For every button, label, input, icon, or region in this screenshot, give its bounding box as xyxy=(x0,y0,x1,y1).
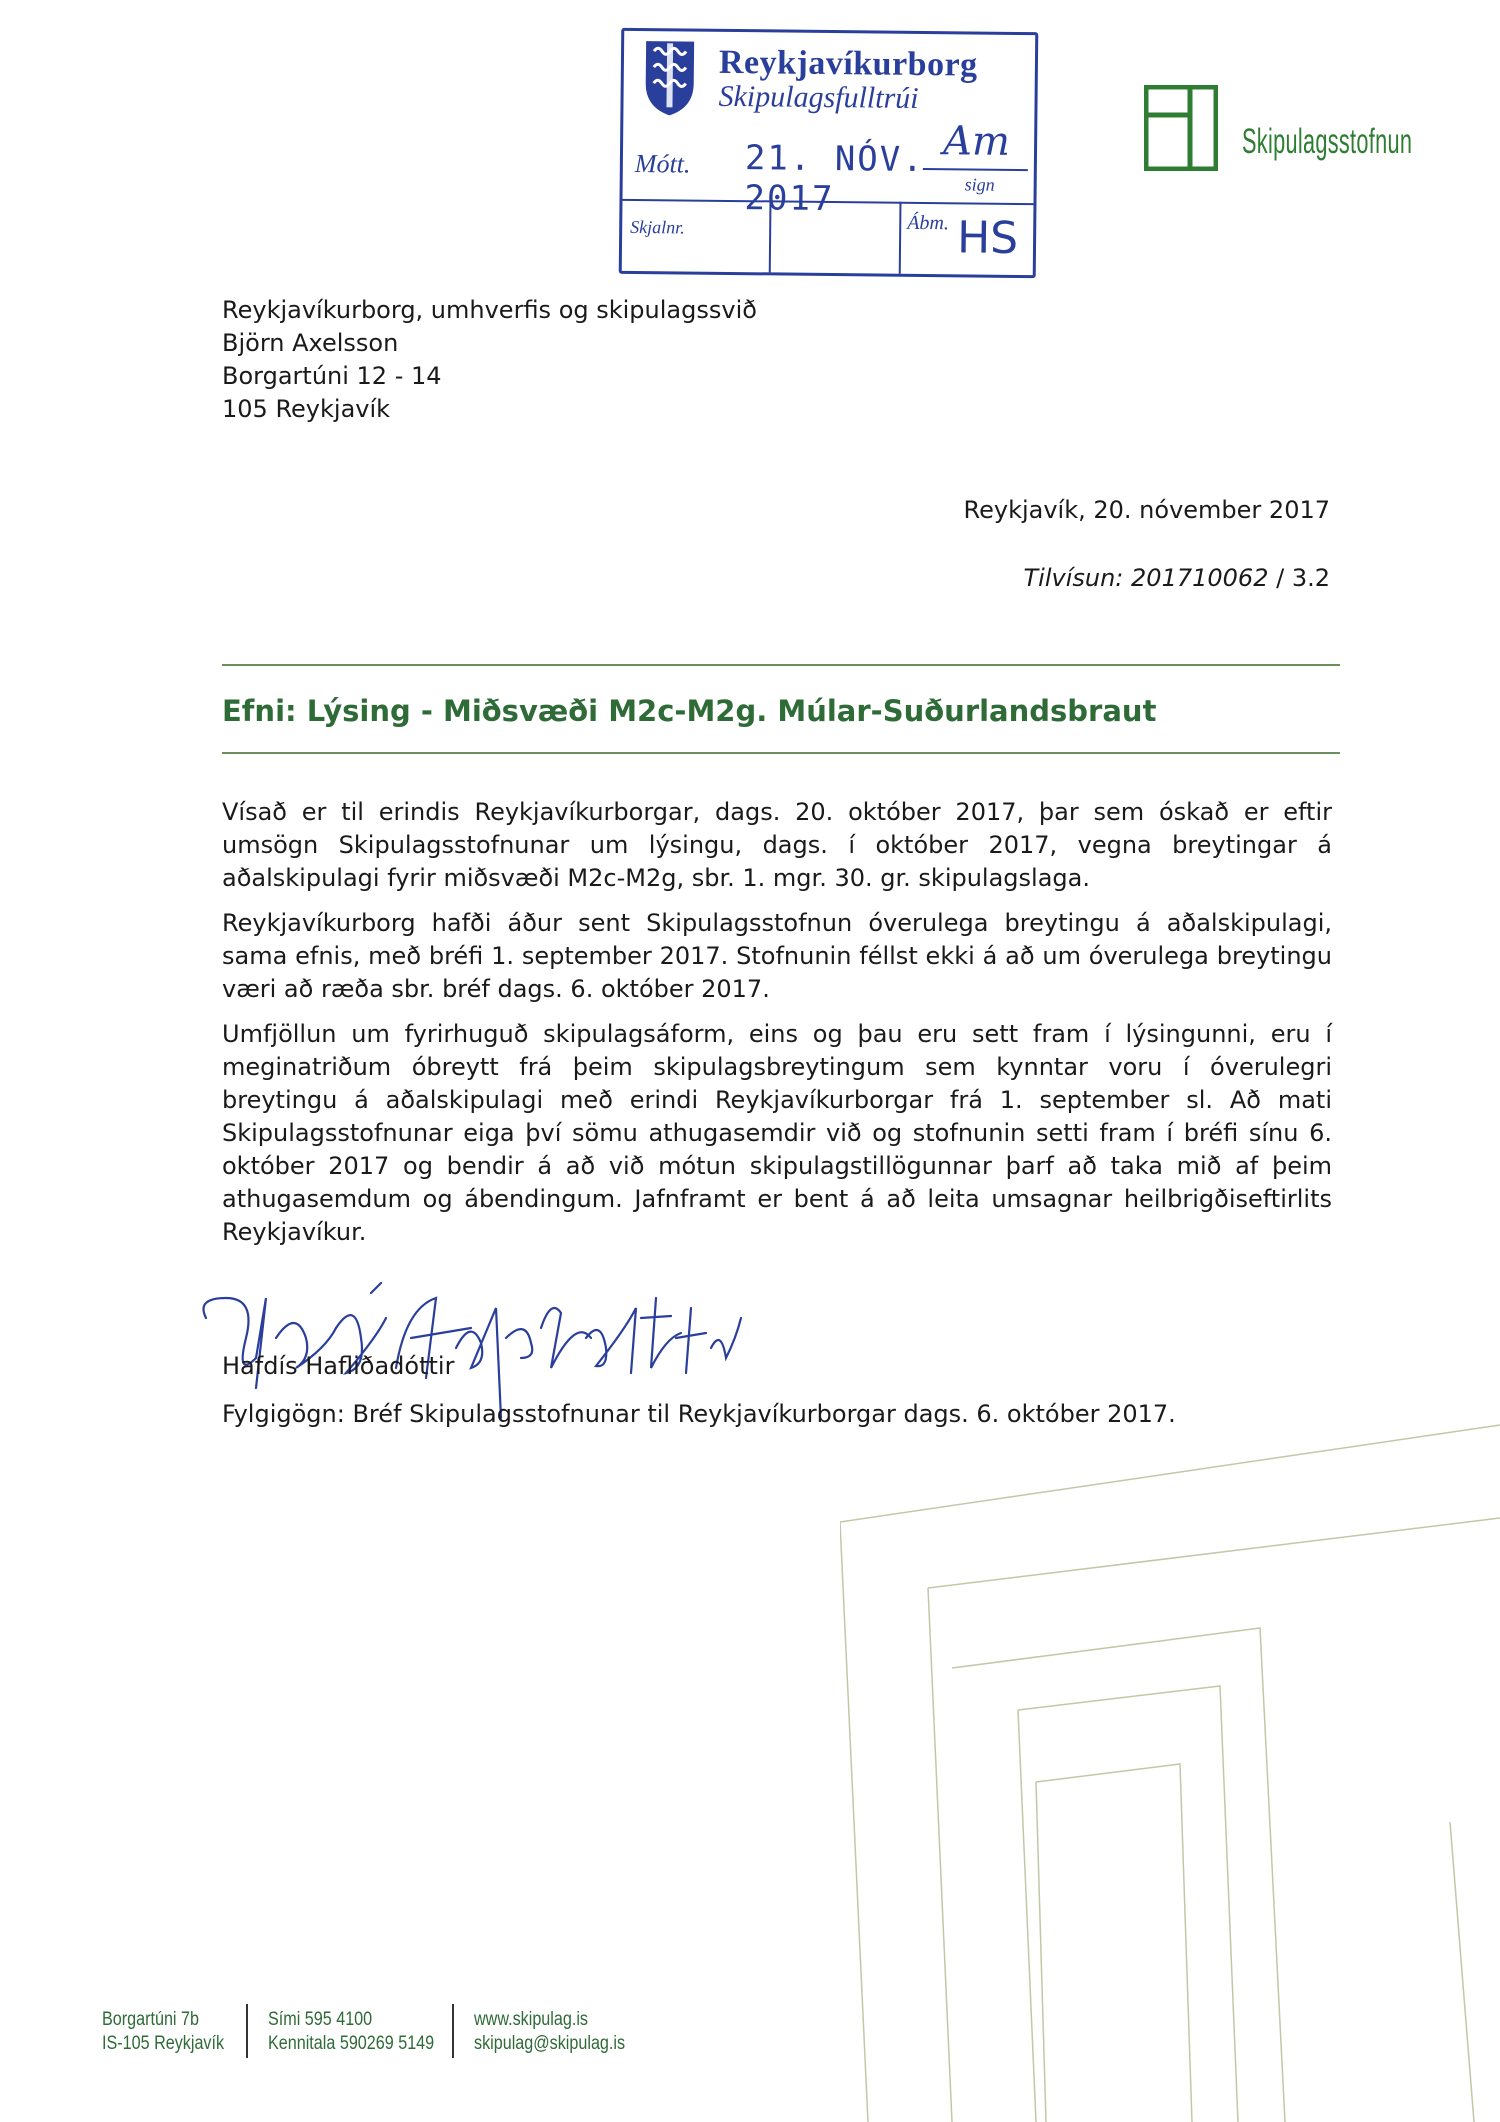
stamp-divider-vertical xyxy=(769,200,772,272)
recipient-address xyxy=(222,294,757,426)
stamp-org: Reykjavíkurborg xyxy=(718,43,978,84)
body-paragraph: Reykjavíkurborg hafði áður sent Skipulagsstofnun óverulega breytingu á aðalskipulagi, sama efnis, með bréfi 1. september 2017. Stofnunin féllst ekki á að um óverulega breytingu væri að ræða sbr. bréf dags. 6. október 2017. xyxy=(222,909,1332,1003)
reykjavik-crest-icon xyxy=(643,37,696,118)
footer-line: Borgartúni 7b xyxy=(102,2009,199,2030)
body-paragraph: Umfjöllun um fyrirhuguð skipulagsáform, eins og þau eru sett fram í lýsingunni, eru í meginatriðum óbreytt frá þeim skipulagsbreytingum sem kynntar voru í óverulegri breytingu á aðalskipulagi með erindi Reykjavíkurborgar frá 1. september sl. Að mati Skipulagsstofnunar eiga því sömu athugasemdir við og stofnunin setti fram í bréfi sínu 6. október 2017 og bendir á að við mótun skipulagstillögunnar þarf að taka mið af þeim athugasemdum og ábendingum. Jafnframt er bent á að leita umsagnar heilbrigðiseftirlits Reykjavíkur. xyxy=(222,1020,1332,1246)
stamp-sign-label: sign xyxy=(964,174,995,195)
letter-body xyxy=(222,796,1332,1261)
stamp-initials: Am xyxy=(942,118,1011,165)
body-paragraph: Vísað er til erindis Reykjavíkurborgar, dags. 20. október 2017, þar sem óskað er eftir umsögn Skipulagsstofnunar um lýsingu, dags. í október 2017, vegna breytingar á aðalskipulagi fyrir miðsvæði M2c-M2g, sbr. 1. mgr. 30. gr. skipulagslaga. xyxy=(222,798,1332,892)
letter-date: Reykjavík, 20. nóvember 2017 xyxy=(963,496,1330,524)
letter-subject: Efni: Lýsing - Miðsvæði M2c-M2g. Múlar-Suðurlandsbraut xyxy=(222,694,1157,728)
attachments: Fylgigögn: Bréf Skipulagsstofnunar til Reykjavíkurborgar dags. 6. október 2017. xyxy=(222,1400,1176,1428)
skipulagsstofnun-logo-icon xyxy=(1144,85,1218,171)
stamp-resp-initials: HS xyxy=(956,212,1019,264)
stamp-dept: Skipulagsfulltrúi xyxy=(718,79,919,115)
footer-web xyxy=(474,2008,625,2056)
stamp-resp-label: Ábm. xyxy=(907,211,950,235)
recipient-line: Borgartúni 12 - 14 xyxy=(222,362,442,390)
stamp-case-label: Skjalnr. xyxy=(630,216,685,238)
reference-suffix: / 3.2 xyxy=(1276,564,1330,592)
logo-wordmark: Skipulagsstofnun xyxy=(1242,122,1413,161)
footer-email-link[interactable]: skipulag@skipulag.is xyxy=(474,2033,626,2054)
stamp-divider-vertical xyxy=(899,202,902,274)
decorative-lines xyxy=(840,1410,1500,2122)
subject-rule-top xyxy=(222,664,1340,666)
recipient-line: 105 Reykjavík xyxy=(222,395,391,423)
footer-line: IS-105 Reykjavík xyxy=(102,2033,225,2054)
subject-rule-bottom xyxy=(222,752,1340,754)
signer-name: Hafdís Hafliðadóttir xyxy=(222,1352,455,1380)
footer-line: Sími 595 4100 xyxy=(268,2009,373,2030)
reference-number: 201710062 xyxy=(1131,564,1269,592)
footer-contact xyxy=(268,2008,434,2056)
stamp-received-label: Mótt. xyxy=(634,148,691,179)
footer-divider xyxy=(452,2004,454,2058)
reference-label: Tilvísun: xyxy=(1023,564,1124,592)
footer-website-link[interactable]: www.skipulag.is xyxy=(474,2009,588,2030)
footer-divider xyxy=(246,2004,248,2058)
recipient-line: Björn Axelsson xyxy=(222,329,399,357)
footer-address xyxy=(102,2008,224,2056)
received-stamp xyxy=(619,28,1039,278)
recipient-line: Reykjavíkurborg, umhverfis og skipulagssvið xyxy=(222,296,757,324)
letter-reference xyxy=(1024,564,1331,592)
footer-line: Kennitala 590269 5149 xyxy=(268,2033,435,2054)
stamp-received-date: 21. NÓV. 2017 xyxy=(744,138,925,220)
